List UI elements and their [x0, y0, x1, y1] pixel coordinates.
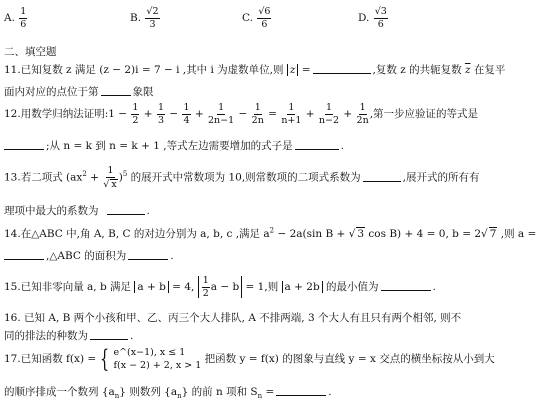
piecewise-cases: e^(x−1), x ≤ 1 f(x − 2) + 2, x > 1 [113, 347, 202, 371]
answer-blank [276, 385, 326, 396]
abs-z: z [287, 64, 299, 76]
question-13-line-2: 理项中最大的系数为 . [4, 205, 150, 217]
option-c-fraction: $\frac{√6}{6}$ [258, 6, 271, 30]
option-b: B. $\frac{√2}{3}$ [130, 6, 159, 30]
option-c: C. $\frac{√6}{6}$ [242, 6, 271, 30]
answer-blank [313, 63, 371, 74]
question-14-line-2: ,△ABC 的面积为 . [4, 248, 174, 263]
abs-half-a-minus-b: $\frac{1}{2}$ a − b [198, 276, 243, 298]
question-11-line-2: 面内对应的点位于第 象限 [4, 86, 154, 98]
question-17-line-1: 17.已知函数 f(x) = { e^(x−1), x ≤ 1 f(x − 2) + 2, x > 1 把函数 y = f(x) 的图象与直线 y = x 交点的横坐标按从小到大 [4, 345, 495, 373]
answer-blank [295, 139, 339, 150]
section-title: 二、填空题 [4, 46, 57, 58]
abs-a-plus-2b: a + 2b [282, 281, 323, 293]
option-d: D. $\frac{√3}{6}$ [358, 6, 387, 30]
answer-blank [4, 139, 44, 150]
conjugate-z: $\overline{z}$ [464, 64, 471, 76]
answer-blank [101, 85, 131, 96]
question-16-line-2: 同的排法的种数为 . [4, 330, 134, 342]
question-11-line-1: 11.已知复数 z 满足 (z − 2)i = 7 − i ,其中 i 为虚数单位,则 z = ,复数 z 的共轭复数 $\overline{z}$ 在复平 [4, 64, 506, 76]
abs-a-plus-b: a + b [134, 281, 168, 293]
answer-blank [107, 204, 145, 215]
question-12-line-1: 12.用数学归纳法证明:1 − $\frac{1}{2}$ + $\frac{1}{3}$ − $\frac{1}{4}$ + $\frac{1}{2n-1}$ − $\frac{1}{2n}$ = $\frac{1}{n+1}$ + $\frac{1}{n-2}$ + $\frac{1}{2n}$ ,第一步应验证的等式是 [4, 102, 479, 126]
question-15-line-1: 15.已知非零向量 a, b 满足 a + b = 4, $\frac{1}{2}$ a − b = 1,则 a + 2b 的最小值为 . [4, 275, 436, 299]
option-b-fraction: $\frac{√2}{3}$ [146, 6, 159, 30]
question-14-line-1: 14.在△ABC 中,角 A, B, C 的对边分别为 a, b, c ,满足 $a^2 - 2a(\sin$ B + √ 3 cos B) + 4 = 0, b = 2√ 7 ,则 a = [4, 226, 537, 240]
answer-blank [381, 280, 431, 291]
answer-blank [90, 329, 128, 340]
question-13-line-1: 13.若二项式 ($ax^2$ + $\frac{1}{√ x}$ )$^5$ 的展开式中常数项为 10,则常数项的二项式系数为 ,展开式的所有有 [4, 165, 480, 190]
option-a-fraction: $\frac{1}{6}$ [20, 6, 27, 30]
option-a: A. $\frac{1}{6}$ [4, 6, 27, 30]
answer-blank [128, 249, 168, 260]
option-d-fraction: $\frac{√3}{6}$ [374, 6, 387, 30]
answer-blank [363, 171, 401, 182]
question-12-line-2: ;从 n = k 到 n = k + 1 ,等式左边需要增加的式子是 . [4, 138, 344, 153]
question-17-line-2: 的顺序排成一个数列 $\{a_n\}$ 则数列 $\{a_n\}$ 的前 n 项和 $S_n$ = . [4, 386, 332, 401]
answer-blank [4, 249, 44, 260]
question-16-line-1: 16. 已知 A, B 两个小孩和甲、乙、丙三个大人排队, A 不排两端, 3 个大人有且只有两个相邻, 则不 [4, 312, 462, 324]
